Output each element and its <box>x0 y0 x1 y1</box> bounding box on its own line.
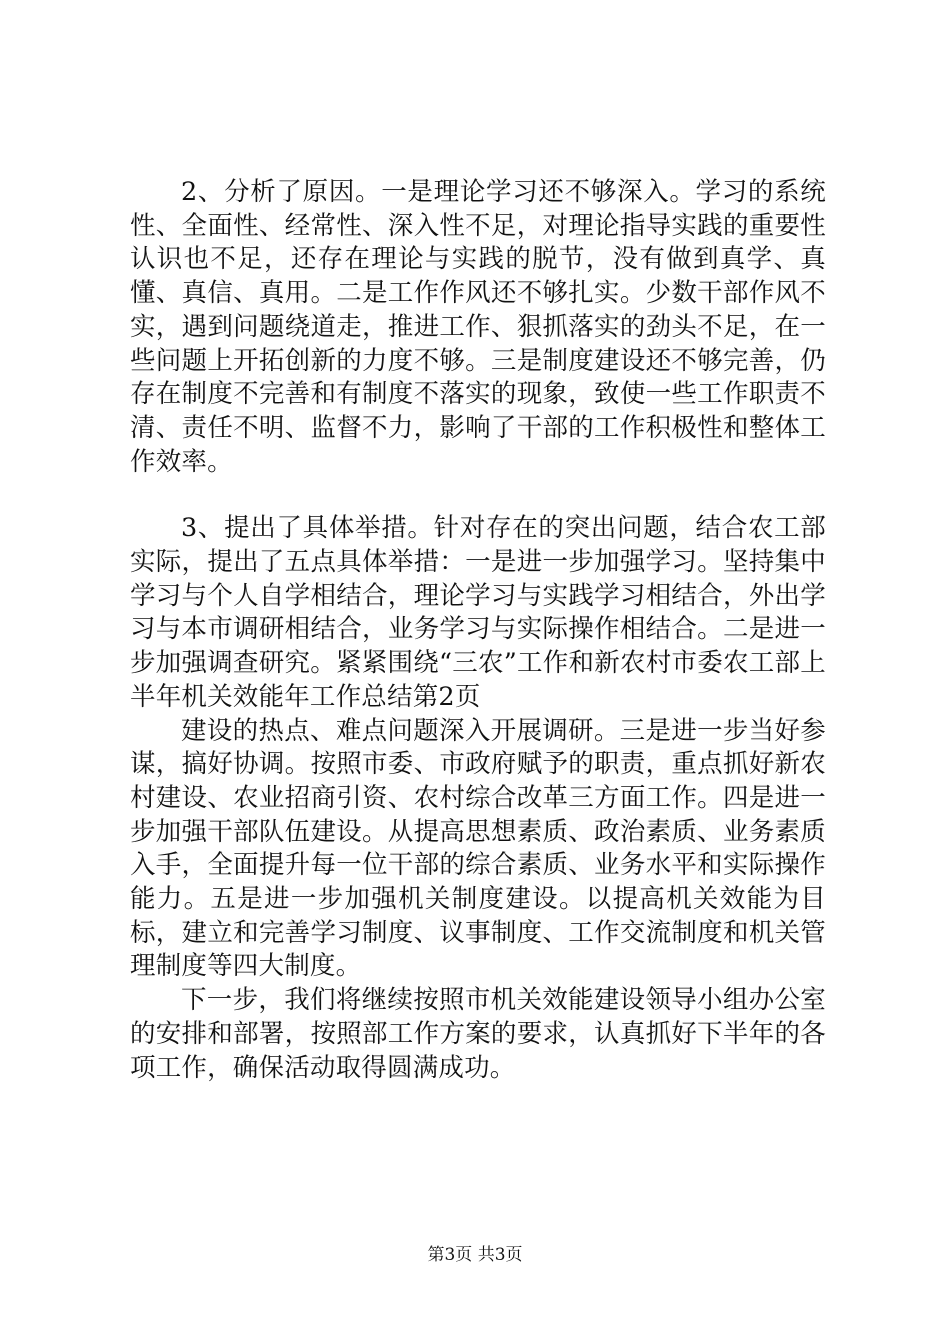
paragraph-cause-analysis: 2、分析了原因。一是理论学习还不够深入。学习的系统性、全面性、经常性、深入性不足，对理论指导实践的重要性认识也不足，还存在理论与实践的脱节，没有做到真学、真懂、真信、真用。二是工作作风还不够扎实。少数干部作风不实，遇到问题绕道走，推进工作、狠抓落实的劲头不足，在一些问题上开拓创新的力度不够。三是制度建设还不够完善，仍存在制度不完善和有制度不落实的现象，致使一些工作职责不清、责任不明、监督不力，影响了干部的工作积极性和整体工作效率。 <box>130 177 826 477</box>
paragraph-spacer <box>130 479 826 512</box>
page-number-footer: 第3页 共3页 <box>427 1245 523 1265</box>
paragraph-next-steps: 下一步，我们将继续按照市机关效能建设领导小组办公室的安排和部署，按照部工作方案的要求，认真抓好下半年的各项工作，确保活动取得圆满成功。 <box>130 985 826 1083</box>
paragraph-measures-continued: 建设的热点、难点问题深入开展调研。三是进一步当好参谋，搞好协调。按照市委、市政府赋予的职责，重点抓好新农村建设、农业招商引资、农村综合改革三方面工作。四是进一步加强干部队伍建设。从提高思想素质、政治素质、业务素质入手，全面提升每一位干部的综合素质、业务水平和实际操作能力。五是进一步加强机关制度建设。以提高机关效能为目标，建立和完善学习制度、议事制度、工作交流制度和机关管理制度等四大制度。 <box>130 715 826 982</box>
document-body <box>130 176 826 1085</box>
paragraph-measures: 3、提出了具体举措。针对存在的突出问题，结合农工部实际，提出了五点具体举措：一是进一步加强学习。坚持集中学习与个人自学相结合，理论学习与实践学习相结合，外出学习与本市调研相结合，业务学习与实际操作相结合。二是进一步加强调查研究。紧紧围绕“三农”工作和新农村市委农工部上半年机关效能年工作总结第2页 <box>130 513 826 712</box>
